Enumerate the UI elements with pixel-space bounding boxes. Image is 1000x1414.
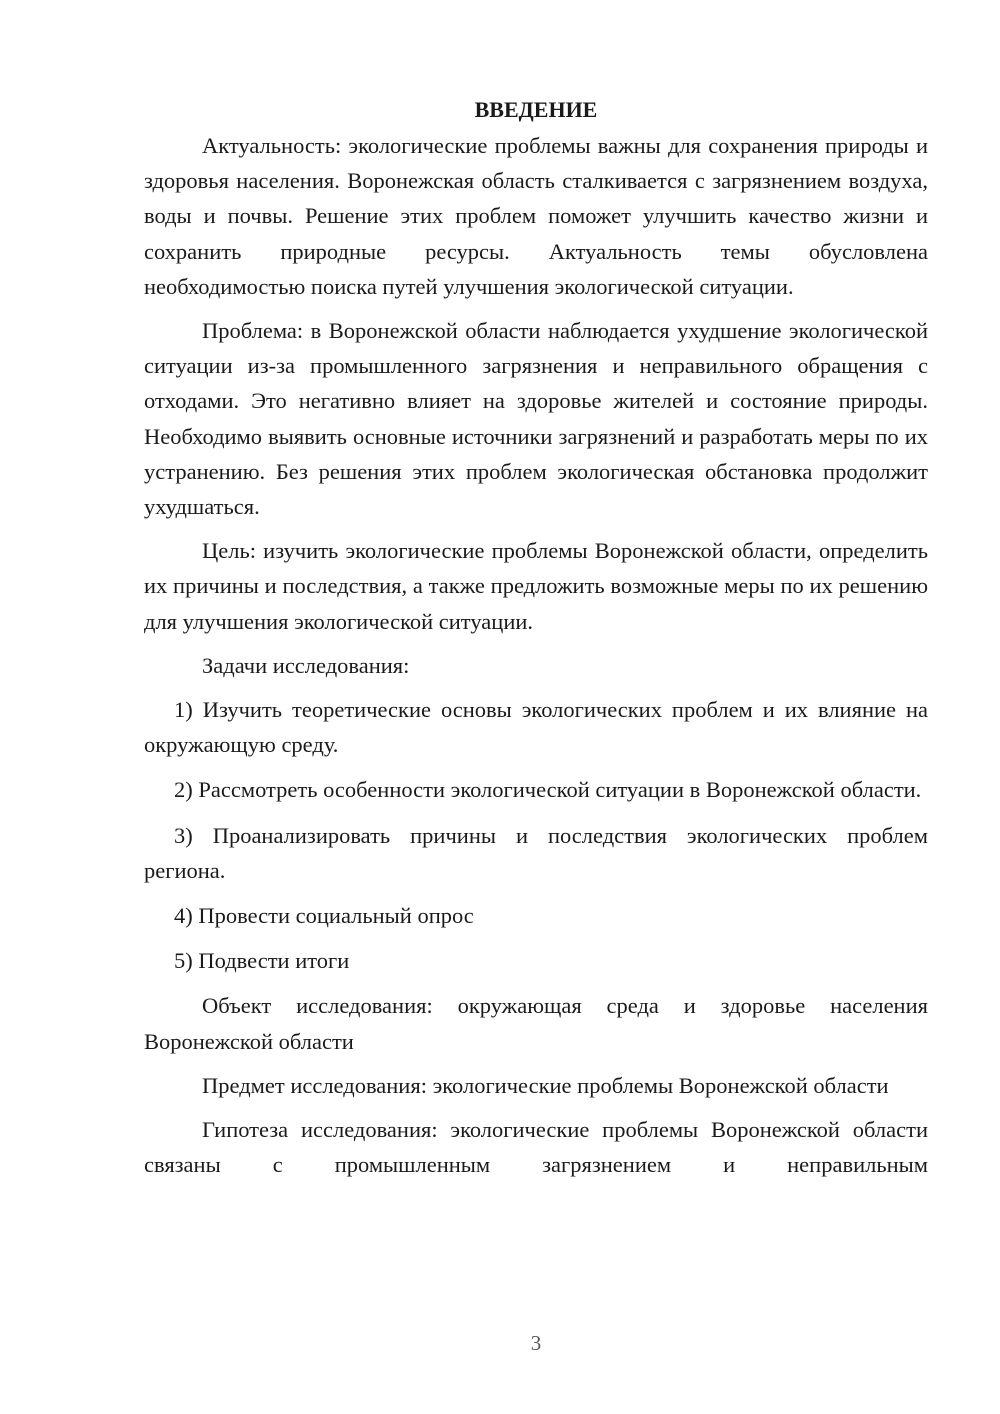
paragraph-hypothesis: Гипотеза исследования: экологические проблемы Воронежской области связаны с промышленным загрязнением и неправильным	[144, 1117, 928, 1178]
task-item-5: 5) Подвести итоги	[174, 948, 350, 974]
task-item-2: 2) Рассмотреть особенности экологической ситуации в Воронежской области.	[174, 777, 922, 803]
tasks-heading: Задачи исследования:	[202, 652, 410, 678]
page-number: 3	[530, 1331, 542, 1355]
task-item-4: 4) Провести социальный опрос	[174, 903, 474, 929]
paragraph-object: Объект исследования: окружающая среда и здоровье населения Воронежской области	[144, 993, 928, 1054]
paragraph-problem: Проблема: в Воронежской области наблюдается ухудшение экологической ситуации из-за промышленного загрязнения и неправильного обращения с отходами. Это негативно влияет на здоровье жителей и состояние природы. Необходимо выявить основные источники загрязнений и разработать меры по их устранению. Без решения этих проблем экологическая обстановка продолжит ухудшаться.	[144, 318, 928, 520]
paragraph-subject: Предмет исследования: экологические проблемы Воронежской области	[202, 1072, 889, 1098]
document-body	[144, 92, 928, 1182]
task-item-1: 1) Изучить теоретические основы экологических проблем и их влияние на окружающую среду.	[144, 697, 928, 758]
paragraph-goal: Цель: изучить экологические проблемы Воронежской области, определить их причины и последствия, а также предложить возможные меры по их решению для улучшения экологической ситуации.	[144, 538, 928, 634]
paragraph-relevance: Актуальность: экологические проблемы важны для сохранения природы и здоровья населения. Воронежская область сталкивается с загрязнением воздуха, воды и почвы. Решение этих проблем поможет улучшить качество жизни и сохранить природные ресурсы. Актуальность темы обусловлена необходимостью поиска путей улучшения экологической ситуации.	[144, 133, 928, 299]
task-item-3: 3) Проанализировать причины и последствия экологических проблем региона.	[144, 822, 928, 883]
section-title: ВВЕДЕНИЕ	[474, 97, 598, 122]
